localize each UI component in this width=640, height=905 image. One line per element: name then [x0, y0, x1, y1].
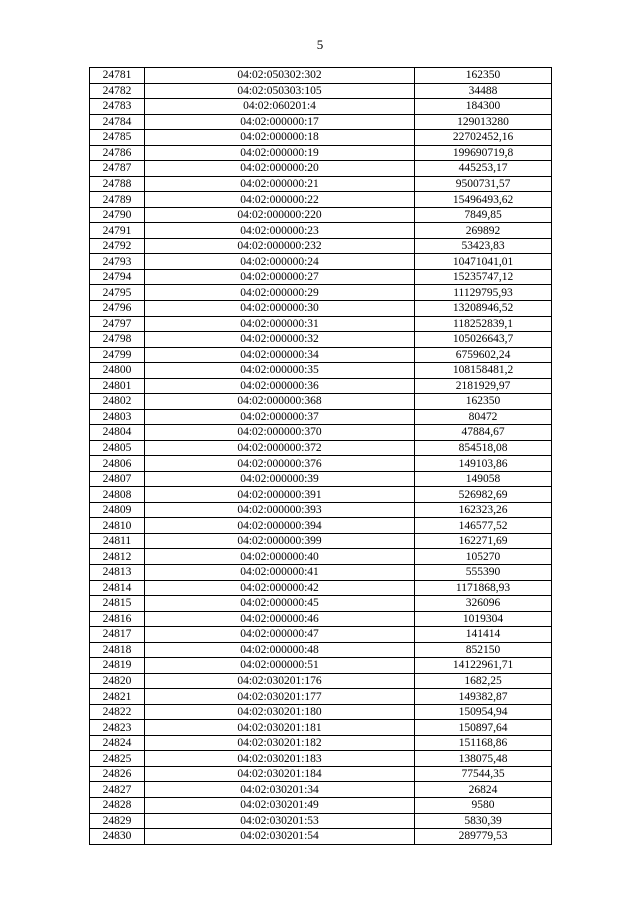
cadastral-number-cell: 04:02:000000:51 [145, 658, 415, 674]
value-cell: 11129795,93 [415, 285, 552, 301]
row-number-cell: 24798 [90, 332, 145, 348]
value-cell: 10471041,01 [415, 254, 552, 270]
table-row [90, 673, 552, 689]
cadastral-number-cell: 04:02:000000:399 [145, 533, 415, 549]
cadastral-number-cell: 04:02:000000:40 [145, 549, 415, 565]
row-number-cell: 24807 [90, 471, 145, 487]
row-number-cell: 24790 [90, 207, 145, 223]
cadastral-number-cell: 04:02:000000:376 [145, 456, 415, 472]
table-row [90, 471, 552, 487]
table-row [90, 502, 552, 518]
value-cell: 149382,87 [415, 689, 552, 705]
table-row [90, 99, 552, 115]
value-cell: 289779,53 [415, 829, 552, 845]
cadastral-number-cell: 04:02:030201:184 [145, 766, 415, 782]
table-row [90, 300, 552, 316]
value-cell: 199690719,8 [415, 145, 552, 161]
value-cell: 184300 [415, 99, 552, 115]
row-number-cell: 24796 [90, 300, 145, 316]
cadastral-number-cell: 04:02:000000:41 [145, 565, 415, 581]
row-number-cell: 24806 [90, 456, 145, 472]
row-number-cell: 24804 [90, 425, 145, 441]
value-cell: 141414 [415, 627, 552, 643]
table-row [90, 68, 552, 84]
value-cell: 108158481,2 [415, 363, 552, 379]
cadastral-number-cell: 04:02:000000:42 [145, 580, 415, 596]
table-row [90, 533, 552, 549]
table-row [90, 192, 552, 208]
row-number-cell: 24811 [90, 533, 145, 549]
row-number-cell: 24815 [90, 596, 145, 612]
cadastral-number-cell: 04:02:030201:34 [145, 782, 415, 798]
value-cell: 1019304 [415, 611, 552, 627]
value-cell: 162271,69 [415, 533, 552, 549]
row-number-cell: 24792 [90, 238, 145, 254]
row-number-cell: 24800 [90, 363, 145, 379]
row-number-cell: 24793 [90, 254, 145, 270]
table-row [90, 394, 552, 410]
table-row [90, 176, 552, 192]
value-cell: 526982,69 [415, 487, 552, 503]
table-row [90, 642, 552, 658]
table-row [90, 782, 552, 798]
table-row [90, 425, 552, 441]
table-row [90, 114, 552, 130]
value-cell: 53423,83 [415, 238, 552, 254]
cadastral-number-cell: 04:02:030201:180 [145, 704, 415, 720]
row-number-cell: 24817 [90, 627, 145, 643]
row-number-cell: 24799 [90, 347, 145, 363]
table-row [90, 207, 552, 223]
cadastral-number-cell: 04:02:000000:20 [145, 161, 415, 177]
cadastral-number-cell: 04:02:000000:27 [145, 269, 415, 285]
cadastral-number-cell: 04:02:000000:22 [145, 192, 415, 208]
value-cell: 445253,17 [415, 161, 552, 177]
table-row [90, 720, 552, 736]
value-cell: 2181929,97 [415, 378, 552, 394]
value-cell: 162323,26 [415, 502, 552, 518]
value-cell: 129013280 [415, 114, 552, 130]
table-row [90, 766, 552, 782]
value-cell: 34488 [415, 83, 552, 99]
cadastral-number-cell: 04:02:030201:183 [145, 751, 415, 767]
cadastral-number-cell: 04:02:000000:37 [145, 409, 415, 425]
row-number-cell: 24829 [90, 813, 145, 829]
table-row [90, 161, 552, 177]
value-cell: 162350 [415, 394, 552, 410]
row-number-cell: 24789 [90, 192, 145, 208]
cadastral-number-cell: 04:02:000000:391 [145, 487, 415, 503]
table-row [90, 518, 552, 534]
value-cell: 13208946,52 [415, 300, 552, 316]
value-cell: 146577,52 [415, 518, 552, 534]
cadastral-number-cell: 04:02:000000:29 [145, 285, 415, 301]
value-cell: 26824 [415, 782, 552, 798]
table-row [90, 269, 552, 285]
table-row [90, 596, 552, 612]
row-number-cell: 24830 [90, 829, 145, 845]
value-cell: 15496493,62 [415, 192, 552, 208]
value-cell: 555390 [415, 565, 552, 581]
table-row [90, 83, 552, 99]
cadastral-number-cell: 04:02:000000:394 [145, 518, 415, 534]
value-cell: 138075,48 [415, 751, 552, 767]
cadastral-number-cell: 04:02:000000:18 [145, 130, 415, 146]
value-cell: 77544,35 [415, 766, 552, 782]
row-number-cell: 24783 [90, 99, 145, 115]
cadastral-number-cell: 04:02:030201:53 [145, 813, 415, 829]
cadastral-number-cell: 04:02:050302:302 [145, 68, 415, 84]
table-row [90, 611, 552, 627]
cadastral-number-cell: 04:02:000000:47 [145, 627, 415, 643]
row-number-cell: 24801 [90, 378, 145, 394]
row-number-cell: 24794 [90, 269, 145, 285]
cadastral-number-cell: 04:02:000000:370 [145, 425, 415, 441]
row-number-cell: 24826 [90, 766, 145, 782]
table-row [90, 487, 552, 503]
value-cell: 1171868,93 [415, 580, 552, 596]
value-cell: 151168,86 [415, 735, 552, 751]
cadastral-number-cell: 04:02:000000:31 [145, 316, 415, 332]
table-row [90, 223, 552, 239]
table-row [90, 409, 552, 425]
row-number-cell: 24823 [90, 720, 145, 736]
value-cell: 15235747,12 [415, 269, 552, 285]
value-cell: 9500731,57 [415, 176, 552, 192]
row-number-cell: 24803 [90, 409, 145, 425]
table-row [90, 565, 552, 581]
value-cell: 80472 [415, 409, 552, 425]
cadastral-number-cell: 04:02:000000:19 [145, 145, 415, 161]
cadastral-number-cell: 04:02:000000:32 [145, 332, 415, 348]
value-cell: 118252839,1 [415, 316, 552, 332]
cadastral-number-cell: 04:02:000000:220 [145, 207, 415, 223]
cadastral-number-cell: 04:02:000000:45 [145, 596, 415, 612]
row-number-cell: 24824 [90, 735, 145, 751]
row-number-cell: 24814 [90, 580, 145, 596]
value-cell: 9580 [415, 797, 552, 813]
table-row [90, 363, 552, 379]
page-number: 5 [316, 37, 324, 52]
cadastral-number-cell: 04:02:000000:23 [145, 223, 415, 239]
row-number-cell: 24788 [90, 176, 145, 192]
value-cell: 149103,86 [415, 456, 552, 472]
value-cell: 150897,64 [415, 720, 552, 736]
value-cell: 854518,08 [415, 440, 552, 456]
row-number-cell: 24820 [90, 673, 145, 689]
row-number-cell: 24822 [90, 704, 145, 720]
table-row [90, 440, 552, 456]
cadastral-number-cell: 04:02:000000:17 [145, 114, 415, 130]
table-row [90, 456, 552, 472]
row-number-cell: 24827 [90, 782, 145, 798]
cadastral-number-cell: 04:02:030201:176 [145, 673, 415, 689]
cadastral-number-cell: 04:02:000000:39 [145, 471, 415, 487]
table-body [90, 68, 552, 845]
cadastral-number-cell: 04:02:000000:46 [145, 611, 415, 627]
value-cell: 1682,25 [415, 673, 552, 689]
value-cell: 6759602,24 [415, 347, 552, 363]
row-number-cell: 24791 [90, 223, 145, 239]
table-row [90, 145, 552, 161]
row-number-cell: 24816 [90, 611, 145, 627]
value-cell: 149058 [415, 471, 552, 487]
value-cell: 22702452,16 [415, 130, 552, 146]
cadastral-number-cell: 04:02:050303:105 [145, 83, 415, 99]
row-number-cell: 24805 [90, 440, 145, 456]
value-cell: 7849,85 [415, 207, 552, 223]
table-row [90, 797, 552, 813]
row-number-cell: 24809 [90, 502, 145, 518]
cadastral-number-cell: 04:02:000000:30 [145, 300, 415, 316]
table-row [90, 751, 552, 767]
row-number-cell: 24781 [90, 68, 145, 84]
row-number-cell: 24813 [90, 565, 145, 581]
table-row [90, 130, 552, 146]
cadastral-number-cell: 04:02:030201:181 [145, 720, 415, 736]
cadastral-number-cell: 04:02:000000:232 [145, 238, 415, 254]
row-number-cell: 24782 [90, 83, 145, 99]
value-cell: 150954,94 [415, 704, 552, 720]
table-row [90, 285, 552, 301]
cadastral-number-cell: 04:02:030201:54 [145, 829, 415, 845]
row-number-cell: 24784 [90, 114, 145, 130]
table-row [90, 658, 552, 674]
table-row [90, 316, 552, 332]
row-number-cell: 24828 [90, 797, 145, 813]
cadastral-table [89, 67, 552, 845]
table-row [90, 332, 552, 348]
value-cell: 162350 [415, 68, 552, 84]
table-row [90, 689, 552, 705]
cadastral-number-cell: 04:02:000000:393 [145, 502, 415, 518]
value-cell: 269892 [415, 223, 552, 239]
cadastral-number-cell: 04:02:030201:177 [145, 689, 415, 705]
row-number-cell: 24797 [90, 316, 145, 332]
row-number-cell: 24812 [90, 549, 145, 565]
cadastral-number-cell: 04:02:000000:368 [145, 394, 415, 410]
cadastral-number-cell: 04:02:030201:49 [145, 797, 415, 813]
cadastral-number-cell: 04:02:000000:24 [145, 254, 415, 270]
table-row [90, 378, 552, 394]
table-row [90, 254, 552, 270]
value-cell: 105026643,7 [415, 332, 552, 348]
row-number-cell: 24808 [90, 487, 145, 503]
row-number-cell: 24795 [90, 285, 145, 301]
row-number-cell: 24819 [90, 658, 145, 674]
cadastral-number-cell: 04:02:000000:35 [145, 363, 415, 379]
cadastral-number-cell: 04:02:000000:36 [145, 378, 415, 394]
cadastral-number-cell: 04:02:000000:34 [145, 347, 415, 363]
row-number-cell: 24825 [90, 751, 145, 767]
table-row [90, 580, 552, 596]
table-row [90, 238, 552, 254]
table-row [90, 735, 552, 751]
row-number-cell: 24786 [90, 145, 145, 161]
value-cell: 326096 [415, 596, 552, 612]
value-cell: 14122961,71 [415, 658, 552, 674]
cadastral-number-cell: 04:02:000000:48 [145, 642, 415, 658]
cadastral-number-cell: 04:02:060201:4 [145, 99, 415, 115]
table-row [90, 704, 552, 720]
row-number-cell: 24810 [90, 518, 145, 534]
value-cell: 5830,39 [415, 813, 552, 829]
table-row [90, 627, 552, 643]
row-number-cell: 24821 [90, 689, 145, 705]
value-cell: 47884,67 [415, 425, 552, 441]
value-cell: 105270 [415, 549, 552, 565]
value-cell: 852150 [415, 642, 552, 658]
table-row [90, 347, 552, 363]
row-number-cell: 24787 [90, 161, 145, 177]
row-number-cell: 24785 [90, 130, 145, 146]
table-row [90, 549, 552, 565]
cadastral-number-cell: 04:02:030201:182 [145, 735, 415, 751]
table-row [90, 813, 552, 829]
cadastral-number-cell: 04:02:000000:21 [145, 176, 415, 192]
cadastral-number-cell: 04:02:000000:372 [145, 440, 415, 456]
table-row [90, 829, 552, 845]
row-number-cell: 24802 [90, 394, 145, 410]
row-number-cell: 24818 [90, 642, 145, 658]
